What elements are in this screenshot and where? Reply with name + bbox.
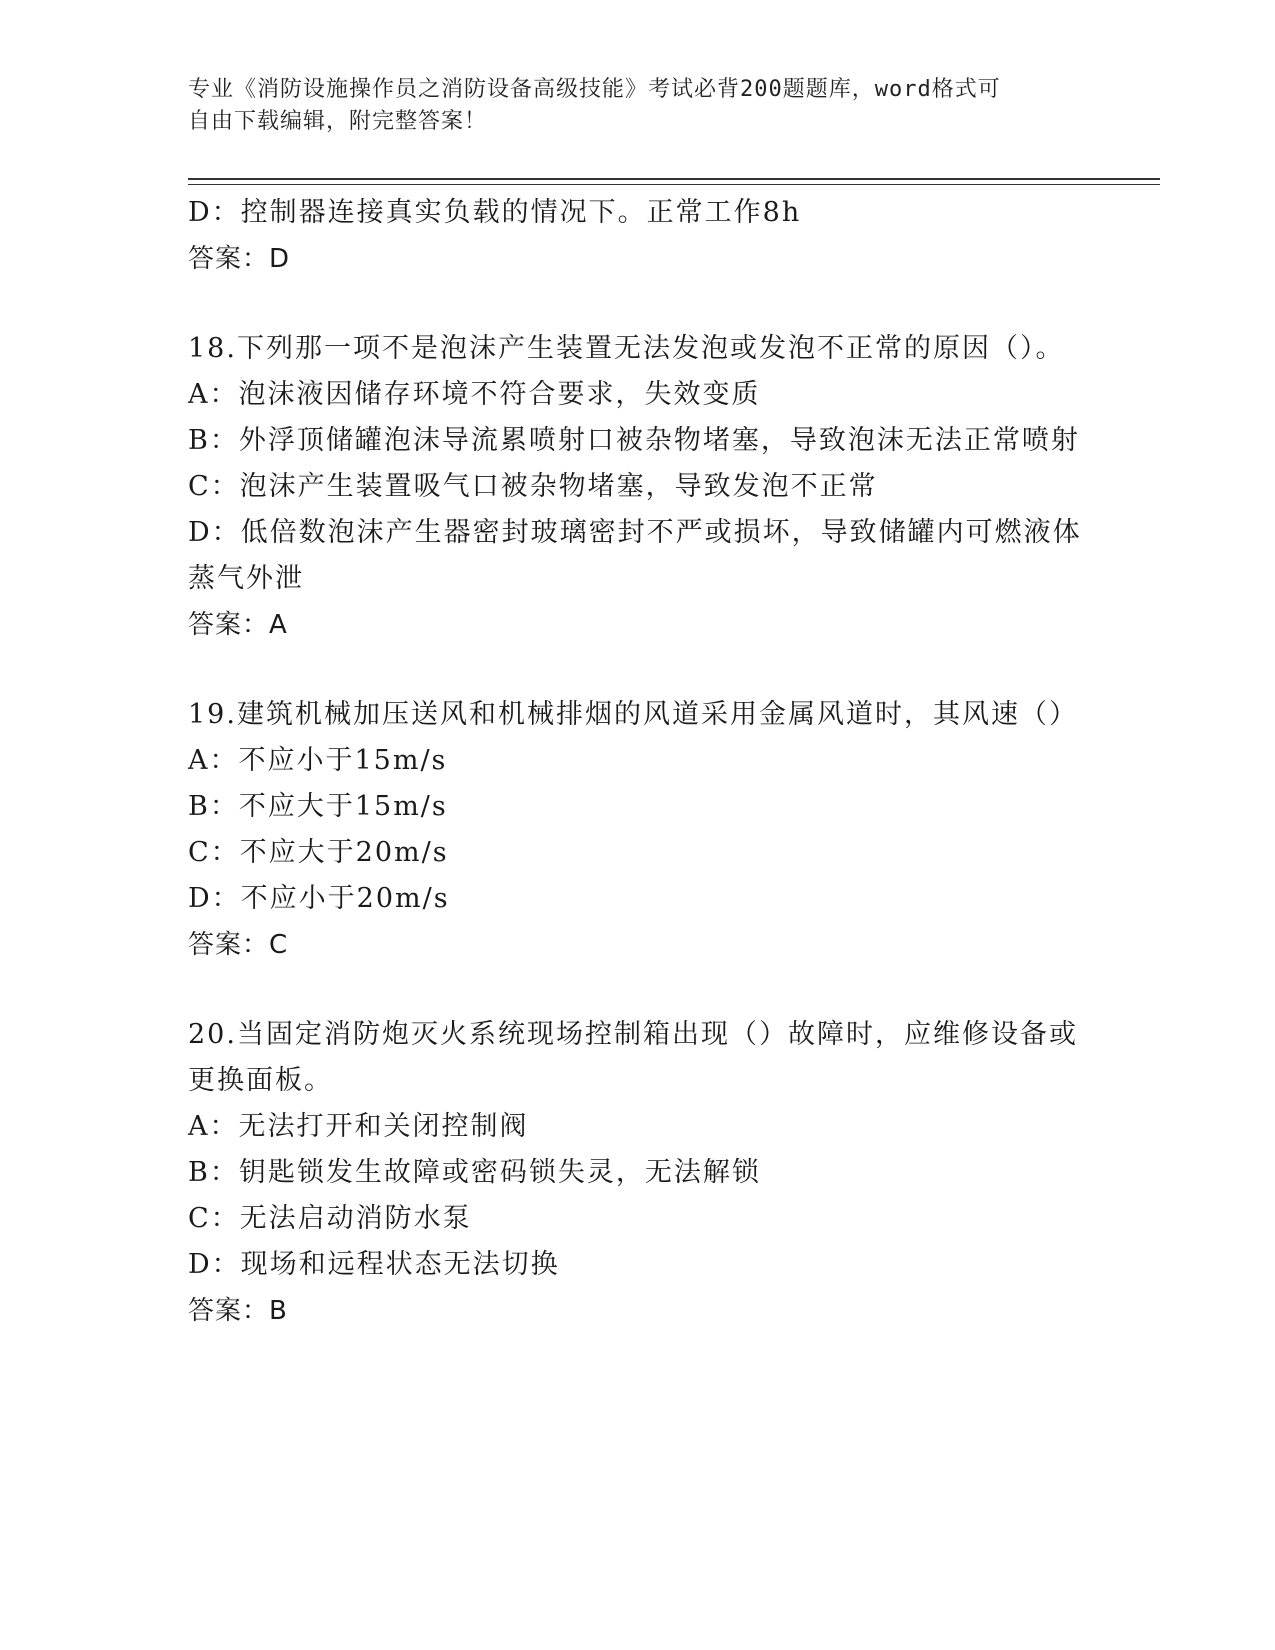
option-b: B：钥匙锁发生故障或密码锁失灵，无法解锁 bbox=[188, 1157, 761, 1188]
answer-line: 答案：B bbox=[188, 1296, 288, 1326]
answer-line: 答案：A bbox=[188, 610, 288, 640]
option-a: A：泡沫液因储存环境不符合要求，失效变质 bbox=[188, 379, 761, 410]
header-divider-thin bbox=[188, 184, 1160, 185]
answer-line: 答案：D bbox=[188, 244, 291, 274]
spacer bbox=[188, 282, 1088, 326]
question-list bbox=[188, 190, 1088, 1334]
option-b: B：外浮顶储罐泡沫导流累喷射口被杂物堵塞，导致泡沫无法正常喷射 bbox=[188, 425, 1080, 456]
spacer bbox=[188, 968, 1088, 1012]
header-title-line-1: 专业《消防设施操作员之消防设备高级技能》考试必背200题题库，word格式可 bbox=[188, 77, 1001, 102]
question-19 bbox=[188, 692, 1088, 968]
page-header bbox=[188, 74, 1068, 138]
question-18 bbox=[188, 326, 1088, 648]
header-title-line-2: 自由下载编辑，附完整答案！ bbox=[188, 109, 488, 134]
question-stem-continued: 更换面板。 bbox=[188, 1065, 333, 1096]
option-d: D：现场和远程状态无法切换 bbox=[188, 1249, 560, 1280]
option-d: D：不应小于20m/s bbox=[188, 883, 450, 914]
spacer bbox=[188, 648, 1088, 692]
question-stem: 19.建筑机械加压送风和机械排烟的风道采用金属风道时，其风速（） bbox=[188, 699, 1078, 730]
option-c: C：泡沫产生装置吸气口被杂物堵塞，导致发泡不正常 bbox=[188, 471, 878, 502]
option-c: C：不应大于20m/s bbox=[188, 837, 449, 868]
option-d: D：控制器连接真实负载的情况下。正常工作8h bbox=[188, 197, 802, 228]
previous-question-tail bbox=[188, 190, 1088, 282]
option-c: C：无法启动消防水泵 bbox=[188, 1203, 472, 1234]
question-20 bbox=[188, 1012, 1088, 1334]
question-stem: 18.下列那一项不是泡沫产生装置无法发泡或发泡不正常的原因（）。 bbox=[188, 333, 1065, 364]
option-a: A：不应小于15m/s bbox=[188, 745, 448, 776]
question-stem: 20.当固定消防炮灭火系统现场控制箱出现（）故障时，应维修设备或 bbox=[188, 1019, 1078, 1050]
answer-line: 答案：C bbox=[188, 930, 289, 960]
header-divider-thick bbox=[188, 178, 1160, 180]
option-d-continued: 蒸气外泄 bbox=[188, 563, 304, 594]
option-d: D：低倍数泡沫产生器密封玻璃密封不严或损坏，导致储罐内可燃液体 bbox=[188, 517, 1082, 548]
option-a: A：无法打开和关闭控制阀 bbox=[188, 1111, 529, 1142]
option-b: B：不应大于15m/s bbox=[188, 791, 448, 822]
